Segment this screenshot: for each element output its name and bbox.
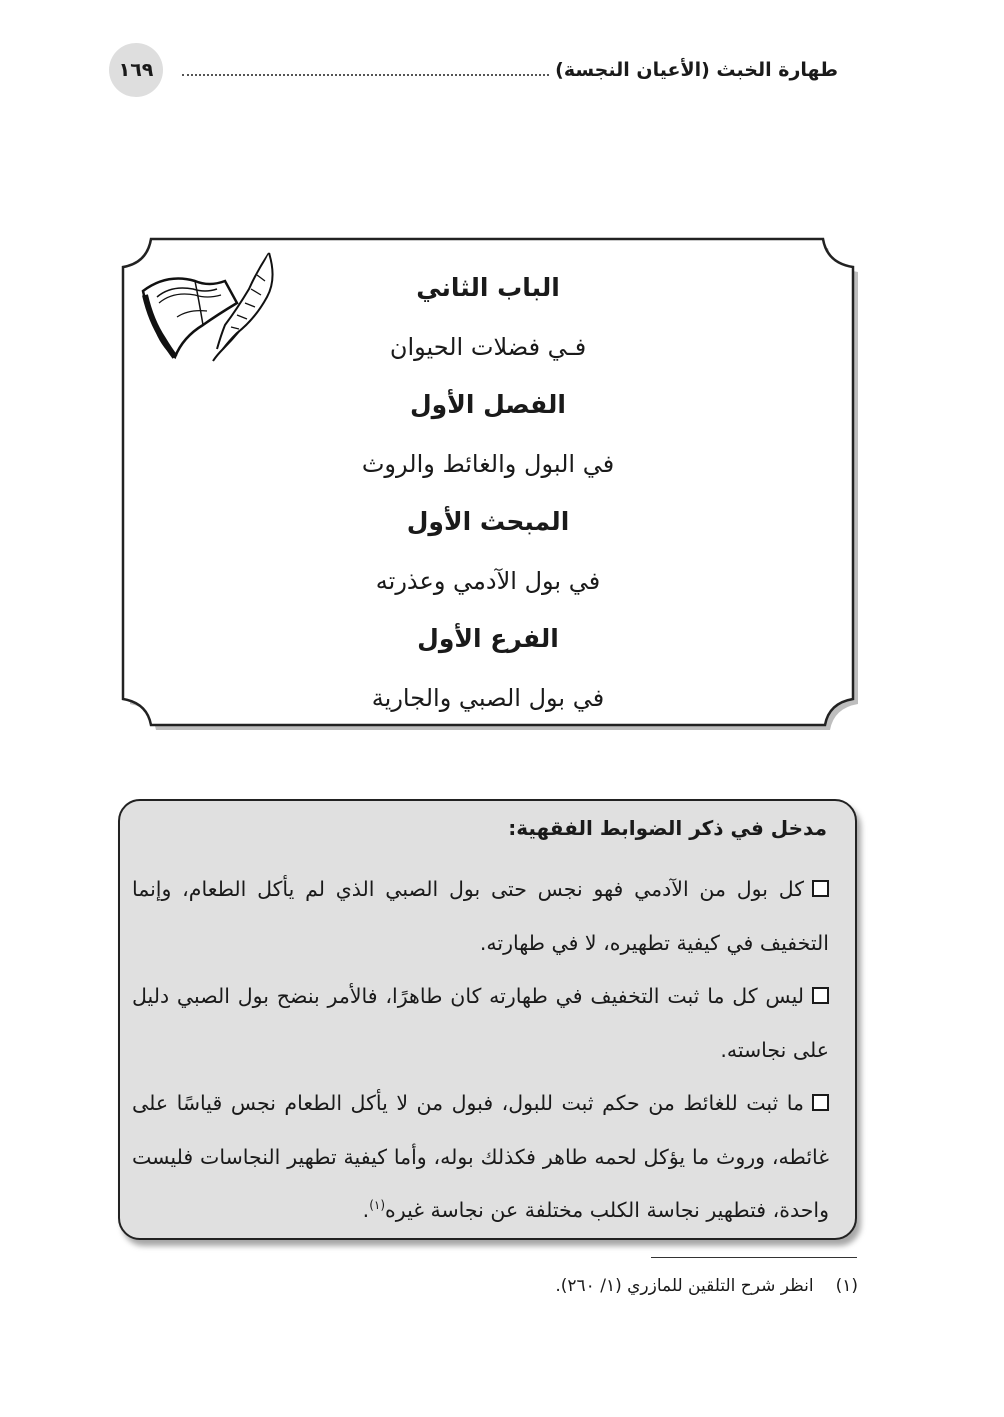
page-number: ١٦٩ <box>109 43 163 97</box>
running-head <box>182 50 844 90</box>
checkbox-bullet-icon <box>812 880 829 897</box>
rules-list <box>132 863 829 1238</box>
rule-text: كل بول من الآدمي فهو نجس حتى بول الصبي الذي لم يأكل الطعام، وإنما التخفيف في كيفية تطهيره، لا في طهارته. <box>132 877 829 955</box>
footnote-number: (١) <box>835 1276 858 1296</box>
branch-title: الفرع الأول <box>417 624 559 653</box>
chapter-title-box <box>117 237 859 731</box>
rules-heading: مدخل في ذكر الضوابط الفقهية: <box>508 816 827 840</box>
branch-subtitle: في بول الصبي والجارية <box>371 683 605 712</box>
rule-item <box>132 970 829 1077</box>
rule-item <box>132 863 829 970</box>
footnote-text: انظر شرح التلقين للمازري (١/ ٢٦٠). <box>555 1276 814 1296</box>
footnote-separator <box>651 1257 857 1258</box>
rule-item <box>132 1077 829 1238</box>
leader-dots <box>182 74 549 76</box>
section-title: المبحث الأول <box>406 507 570 536</box>
checkbox-bullet-icon <box>812 1094 829 1111</box>
trailing-period: . <box>362 1198 370 1222</box>
part-title: الباب الثاني <box>416 273 560 302</box>
rule-text: ما ثبت للغائط من حكم ثبت للبول، فبول من لا يأكل الطعام نجس قياسًا على غائطه، وروث ما يؤكل لحمه طاهر فكذلك بوله، وأما كيفية تطهير النجاسات فليست واحدة، فتطهير نجاسة الكلب مختلفة عن نجاسة غيره <box>132 1091 829 1222</box>
footnote-reference: (١) <box>369 1198 386 1213</box>
section-subtitle: في بول الآدمي وعذرته <box>375 566 601 595</box>
rule-text: ليس كل ما ثبت التخفيف في طهارته كان طاهرًا، فالأمر بنضح بول الصبي دليل على نجاسته. <box>132 984 829 1062</box>
running-title: طهارة الخبث (الأعيان النجسة) <box>555 59 838 81</box>
chapter-title: الفصل الأول <box>409 390 567 419</box>
part-subtitle: فـي فضلات الحيوان <box>389 332 587 361</box>
footnote <box>555 1276 858 1296</box>
chapter-subtitle: في البول والغائط والروث <box>361 449 615 478</box>
checkbox-bullet-icon <box>812 987 829 1004</box>
heading-stack <box>117 259 859 727</box>
rules-box <box>118 799 857 1240</box>
